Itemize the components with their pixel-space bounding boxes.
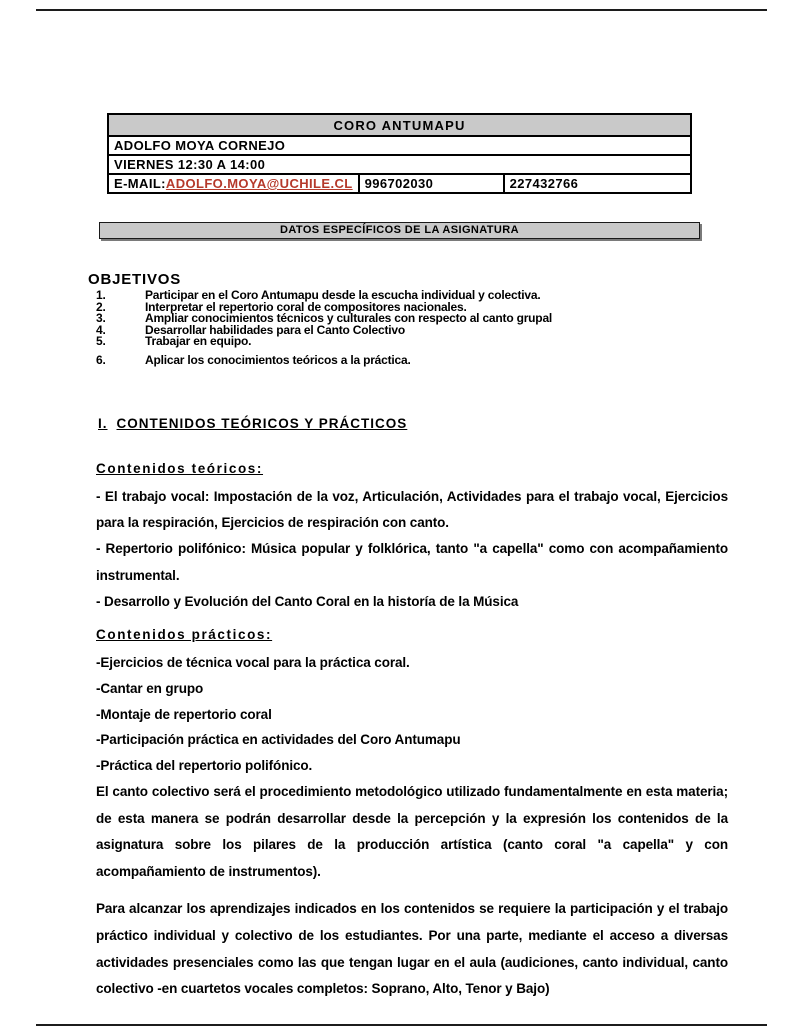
footer-rule [36,1024,767,1026]
list-item-number: 5. [96,334,106,349]
contents-section-heading [98,416,407,431]
section-number: I. [98,416,108,431]
list-item-text: Participar en el Coro Antumapu desde la escucha individual y colectiva. [145,288,541,302]
list-item-number: 1. [96,288,106,302]
course-info-table [107,113,692,194]
list-item: - Desarrollo y Evolución del Canto Coral en la historía de la Música [96,593,519,609]
table-row [108,174,691,193]
list-item-text: Interpretar el repertorio coral de compositores nacionales. [145,299,467,314]
list-item: -Participación práctica en actividades del Coro Antumapu [96,732,461,748]
email-link[interactable]: ADOLFO.MOYA@UCHILE.CL [165,176,353,191]
list-item-number: 4. [96,322,106,337]
objectives-list [96,290,736,367]
list-item: -Práctica del repertorio polifónico. [96,758,313,774]
methodology-paragraphs [96,779,728,1003]
objectives-heading: OBJETIVOS [88,271,182,288]
list-item: - El trabajo vocal: Impostación de la voz, Articulación, Actividades para el trabajo vocal, Ejercicios para la respiración, Ejercicios de respiración con canto. [96,489,728,531]
list-item-text: Trabajar en equipo. [145,334,252,349]
practice-contents-list [96,650,736,779]
email-label: E-MAIL: [114,176,166,191]
section-title: CONTENIDOS TEÓRICOS Y PRÁCTICOS [116,416,408,431]
list-item [96,352,736,367]
email-cell [108,174,359,193]
table-row [108,136,691,155]
list-item: -Cantar en grupo [96,680,204,696]
list-item: - Repertorio polifónico: Música popular y folklórica, tanto "a capella" como con acompañamiento instrumental. [96,541,728,583]
list-item: -Montaje de repertorio coral [96,706,272,722]
section-bar-datos-especificos: DATOS ESPECÍFICOS DE LA ASIGNATURA [99,222,700,239]
course-title: CORO ANTUMAPU [108,114,691,136]
list-item: -Ejercicios de técnica vocal para la práctica coral. [96,655,410,670]
list-item [96,336,736,348]
phone-cell-1: 996702030 [359,174,504,193]
theory-contents-heading: Contenidos teóricos: [96,461,264,476]
table-row [108,114,691,136]
list-item-text: Desarrollar habilidades para el Canto Colectivo [145,322,406,337]
table-row [108,155,691,174]
theory-contents-list [96,484,728,615]
paragraph: Para alcanzar los aprendizajes indicados en los contenidos se requiere la participación y el trabajo práctico individual y colectivo de los estudiantes. Por una parte, mediante el acceso a diversas actividades presenciales como las que tengan lugar en el aula (audiciones, canto individual, canto colectivo -en cuartetos vocales completos: Soprano, Alto, Tenor y Bajo) [96,901,728,997]
schedule-cell: VIERNES 12:30 A 14:00 [108,155,691,174]
instructor-name: ADOLFO MOYA CORNEJO [108,136,691,155]
paragraph: El canto colectivo será el procedimiento metodológico utilizado fundamentalmente en esta materia; de esta manera se podrán desarrollar desde la percepción y la expresión los contenidos de la asignatura sobre los pilares de la producción artística (canto coral "a capella" y con acompañamiento de instrumentos). [96,784,728,879]
list-item-text: Aplicar los conocimientos teóricos a la práctica. [145,352,411,367]
list-item-number: 6. [96,352,106,367]
header-rule [36,9,767,11]
list-item-text: Ampliar conocimientos técnicos y culturales con respecto al canto grupal [145,311,553,326]
list-item-number: 2. [96,299,106,314]
practice-contents-heading: Contenidos prácticos: [96,627,273,642]
phone-cell-2: 227432766 [504,174,691,193]
list-item-number: 3. [96,311,106,326]
